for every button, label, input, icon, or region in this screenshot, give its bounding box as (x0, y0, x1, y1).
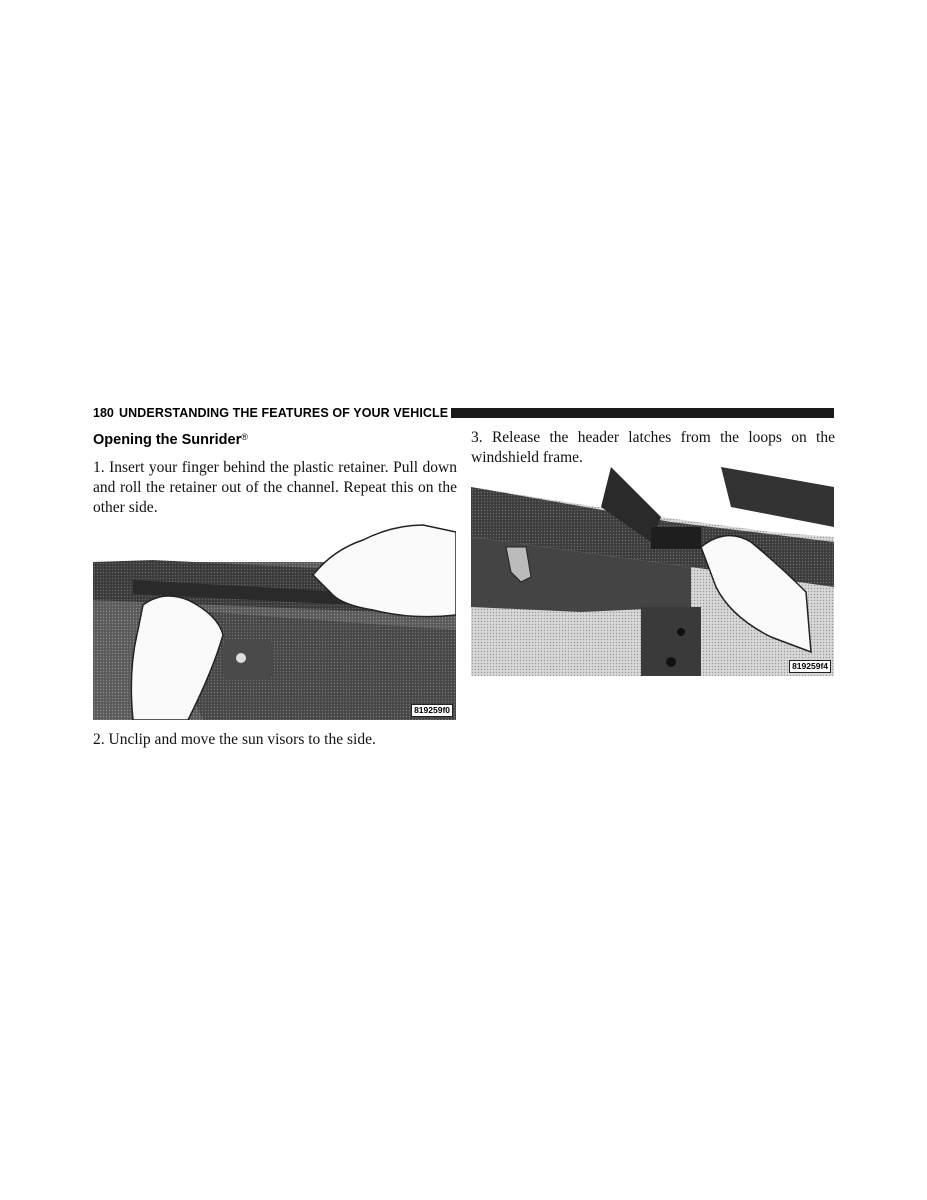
right-column (471, 428, 835, 468)
figure-retainer (93, 520, 456, 720)
header-rule (451, 408, 834, 418)
hand-pulling-retainer-illustration (93, 520, 456, 720)
page-header (93, 405, 834, 421)
running-section-title: UNDERSTANDING THE FEATURES OF YOUR VEHICLE (119, 406, 449, 420)
step-2-text: 2. Unclip and move the sun visors to the side. (93, 731, 376, 748)
figure-code-label: 819259f0 (411, 704, 453, 717)
step-3-text: 3. Release the header latches from the loops on the windshield frame. (471, 429, 835, 466)
section-heading-text: Opening the Sunrider (93, 432, 242, 448)
page-number: 180 (93, 406, 114, 420)
figure-header-latch (471, 467, 834, 676)
section-heading (93, 428, 457, 449)
registered-mark: ® (241, 432, 248, 442)
left-column (93, 428, 457, 518)
figure-code-label: 819259f4 (789, 660, 831, 673)
hand-releasing-header-latch-illustration (471, 467, 834, 676)
step-1-text: 1. Insert your finger behind the plastic retainer. Pull down and roll the retainer out of the channel. Repeat this on the other side. (93, 459, 457, 516)
